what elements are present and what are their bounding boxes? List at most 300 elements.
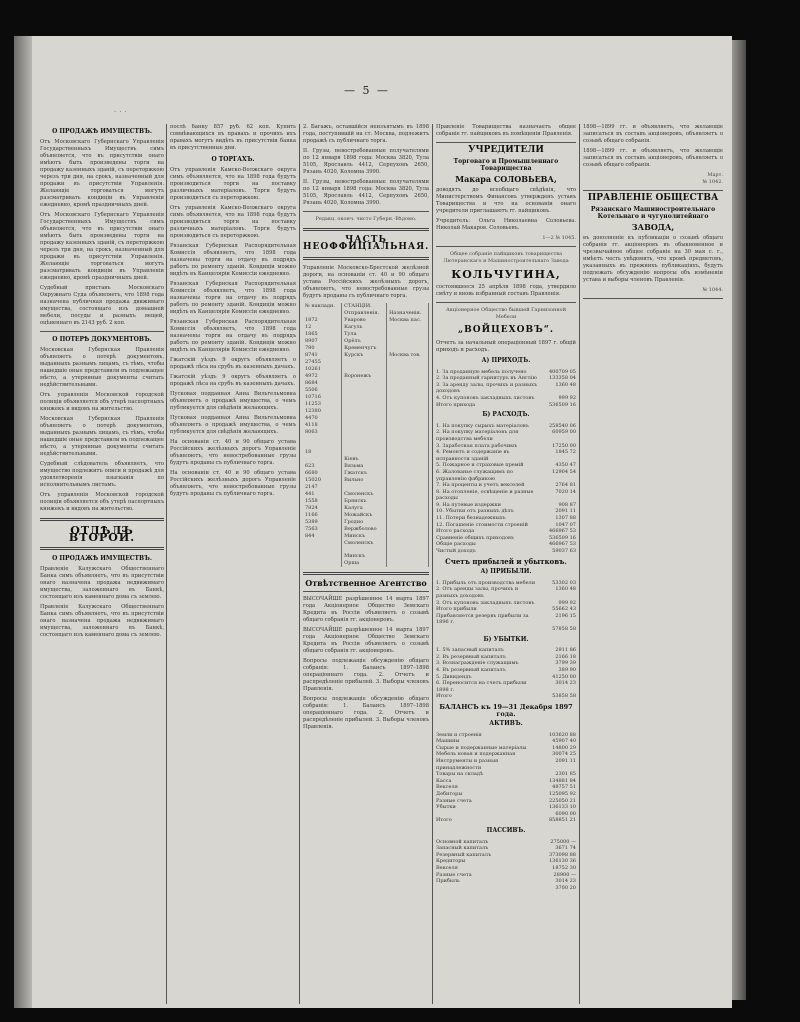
waybill-number: 4118 <box>303 422 342 429</box>
ledger-amount: 908 87 <box>558 501 576 508</box>
table-row <box>303 352 429 359</box>
origin-station: Орша <box>342 560 387 567</box>
origin-station: Воронежъ <box>342 373 387 380</box>
waybill-number: 2147 <box>303 484 342 491</box>
ledger-amount: 2091 11 <box>555 508 576 515</box>
ledger-amount: 3799 39 <box>555 660 576 667</box>
ledger-item: Инструменты и разныя принадлежности <box>436 758 499 771</box>
table-header: № накладн. <box>303 303 342 310</box>
ledger-item: Товары на складѣ <box>436 771 483 778</box>
divider <box>583 190 723 191</box>
destination-station <box>387 359 429 366</box>
notice-sign: Март. <box>707 172 723 178</box>
heading-sale-of-property: О ПРОДАЖѢ ИМУЩЕСТВЪ. <box>52 555 152 562</box>
ledger-item: 4. Отъ купоновъ закладныхъ листовъ <box>436 394 535 401</box>
divider <box>303 257 429 260</box>
waybill-number: 11253 <box>303 401 342 408</box>
waybill-number: 18 <box>303 449 342 456</box>
waybill-number: 8741 <box>303 352 342 359</box>
ledger-amount: 18752 30 <box>552 864 576 871</box>
waybill-number: 8684 <box>303 380 342 387</box>
ledger-heading: А) ПРИБЫЛИ. <box>480 568 532 576</box>
table-row <box>303 449 429 456</box>
ledger-row <box>436 449 576 462</box>
destination-station <box>387 491 429 498</box>
ledger-row <box>436 660 576 667</box>
waybill-number: 1166 <box>303 512 342 519</box>
ledger-amount: 53858 58 <box>552 693 576 700</box>
table-row <box>303 415 429 422</box>
ledger-amount: 1360 48 <box>555 381 576 388</box>
destination-station <box>387 373 429 380</box>
column-2 <box>170 124 296 1004</box>
ledger-item: Сравненіе общихъ приходовъ <box>436 534 514 541</box>
table-row <box>303 324 429 331</box>
origin-station: Вязьма <box>342 463 387 470</box>
column-3 <box>303 124 429 1004</box>
table-header <box>387 303 429 310</box>
destination-station <box>387 553 429 560</box>
destination-station <box>387 366 429 373</box>
table-row <box>303 470 429 477</box>
ledger-row <box>436 858 576 865</box>
ledger-item: Чистый доходъ <box>436 548 476 555</box>
ledger-amount: 2911 86 <box>555 647 576 654</box>
origin-station <box>342 415 387 422</box>
ledger-row <box>436 469 576 482</box>
ledger-row <box>436 613 576 626</box>
origin-station: Гжатскъ <box>342 470 387 477</box>
divider <box>303 211 429 212</box>
ledger-item: 3. Отъ купоновъ закладныхъ листовъ <box>436 599 535 606</box>
table-row <box>303 366 429 373</box>
origin-station: Смоленскъ <box>342 491 387 498</box>
waybill-number: 1865 <box>303 331 342 338</box>
origin-station: Курскъ <box>342 352 387 359</box>
table-row <box>303 359 429 366</box>
table-row <box>303 477 429 484</box>
destination-station: Москва пас. <box>387 317 429 324</box>
ledger-amount: 3700 20 <box>555 884 576 891</box>
table-row <box>303 380 429 387</box>
company-name: Торговаго и Промышленнаго Товарищества <box>453 158 559 172</box>
ledger-row <box>436 515 576 522</box>
notice-text: II. Грузы, невостребованные получателями по 12 января 1898 года: Москва 3820, Тула 5105, Ярославль 4412, Серпуховъ 2650, Рязань 4020, Коломна 3990. <box>303 148 429 175</box>
destination-station <box>387 394 429 401</box>
ledger-row <box>436 382 576 395</box>
table-row <box>303 387 429 394</box>
ledger-item: Итого <box>436 693 452 700</box>
destination-station <box>387 477 429 484</box>
ledger-row <box>436 429 576 442</box>
waybill-number: 623 <box>303 463 342 470</box>
ledger-heading: А) ПРИХОДЪ. <box>481 357 531 364</box>
ledger-amount: 3014 23 <box>555 878 576 885</box>
divider <box>40 518 164 521</box>
ledger-row <box>436 548 576 555</box>
notice-text: 2. Багажъ, оставшійся неизъятымъ въ 1898 года, поступившій на ст. Москва, подлежитъ продажѣ съ публичнаго торга. <box>303 124 429 144</box>
column-5 <box>583 124 723 1004</box>
destination-station <box>387 533 429 540</box>
ledger-row <box>436 885 576 892</box>
ledger-row <box>436 817 576 824</box>
notice-text: 1898—1899 гг. и объявляетъ, что желающіе записаться въ составъ акціонеровъ, объявляетъ о созывѣ общаго собранія. <box>583 148 723 168</box>
origin-station: Вильно <box>342 477 387 484</box>
notice-text: Московская Губернская Правленія объявляетъ о потерѣ документовъ, выданныхъ разнымъ лицамъ, съ тѣмъ, чтобы нашедшіе оные представили въ подлежащее мѣсто, а утерянные документы считать недѣйствительными. <box>40 416 164 457</box>
ledger-row <box>436 580 576 587</box>
column-4 <box>436 124 576 1004</box>
ledger-amount: 57858 58 <box>552 625 576 632</box>
column-rule <box>432 124 433 1004</box>
ledger-item: 8. На отопленіе, освѣщеніе и разные расходы <box>436 488 534 502</box>
origin-station: Кагуль <box>342 324 387 331</box>
column-rule <box>166 124 167 1004</box>
destination-station <box>387 456 429 463</box>
destination-station <box>387 519 429 526</box>
notice-text: Отъ управленія Московской городской полиціи объявляется объ утерѣ паспортныхъ книжекъ и видовъ на жительство. <box>40 392 164 412</box>
ledger-amount: 28900 — <box>553 871 576 878</box>
notice-text: Пусковая подданная Анна Вильгельмовна объявляетъ о продажѣ имущества, о чемъ публикуется для свѣдѣнія желающихъ. <box>170 391 296 411</box>
ledger-amount: 133358 04 <box>548 375 576 382</box>
notice-text: Отъ управленія Камско-Волжскаго округа симъ объявляется, что на 1898 года будутъ производиться торги на поставку различныхъ матеріаловъ. Торги будутъ производиться съ переторжкою. <box>170 167 296 201</box>
editorial-note: Редакц. оконч. чисто Губерн.-Вѣдомо. <box>315 216 417 222</box>
notice-text: Вопросы подлежащіе обсужденію общаго собранія: 1. Балансъ 1897–1898 операціоннаго года. 2. Отчетъ и распредѣленіе прибылей. 3. Выборы членовъ Правленія. <box>303 695 429 730</box>
notice-ref: № 1044. <box>702 287 723 293</box>
notice-text: Вопросы подлежащіе обсужденію общаго собранія: 1. Балансъ 1897–1898 операціоннаго года. 2. Отчетъ и распредѣленіе прибылей. 3. Выборы членовъ Правленія. <box>303 657 429 692</box>
ledger-amount: 4350 47 <box>555 462 576 469</box>
ledger-item: 3. Вознагражденіе служащимъ <box>436 660 519 667</box>
ledger-amount: 45907 40 <box>552 738 576 745</box>
heading-lost-documents: О ПОТЕРѢ ДОКУМЕНТОВЪ. <box>52 336 152 343</box>
table-row <box>303 484 429 491</box>
company-title: ЗАВОДА, <box>631 222 675 232</box>
ledger-row <box>436 680 576 693</box>
ledger-amount: 858851 21 <box>548 817 576 824</box>
table-row <box>303 456 429 463</box>
ledger-item: Прибыль <box>436 878 460 885</box>
origin-station <box>342 429 387 436</box>
ledger-amount: 999 92 <box>558 394 576 401</box>
destination-station <box>387 498 429 505</box>
ledger-amount: 2196 15 <box>555 612 576 619</box>
ledger-amount: 258540 06 <box>548 422 576 429</box>
ledger-row <box>436 845 576 852</box>
notice-text: Рязанская Губернская Распорядительная Комиссія объявляетъ, что 1898 года назначены торги на отдачу въ подрядъ работъ по ремонту зданій. Кондиціи можно видѣть въ Канцеляріи Комиссіи ежедневно. <box>170 281 296 315</box>
ledger-row <box>436 626 576 633</box>
ledger-amount: 225050 21 <box>548 797 576 804</box>
destination-station <box>387 401 429 408</box>
ledger-amount: 134881 84 <box>548 777 576 784</box>
table-row <box>303 505 429 512</box>
ledger-row <box>436 375 576 382</box>
waybill-number: 10261 <box>303 366 342 373</box>
waybill-number: 1558 <box>303 498 342 505</box>
table-row <box>303 519 429 526</box>
ledger-item: 2. Отъ аренды залы, прочихъ и разныхъ доходовъ <box>436 586 519 599</box>
station-table <box>303 303 429 567</box>
ledger-item: Итого прибыли <box>436 606 477 613</box>
divider <box>40 547 164 550</box>
page-edge <box>732 40 746 1000</box>
waybill-number: 4972 <box>303 373 342 380</box>
founders-title: УЧРЕДИТЕЛИ <box>468 145 544 155</box>
table-row <box>303 463 429 470</box>
ledger-row <box>436 482 576 489</box>
ledger-row <box>436 528 576 535</box>
table-row <box>303 331 429 338</box>
ledger-row <box>436 667 576 674</box>
ledger-amount: 536509 16 <box>548 401 576 408</box>
ledger-item: 1. На покупку сырыхъ матеріаловъ <box>436 422 529 429</box>
ledger-item: 1. За проданную мебель получено <box>436 368 527 375</box>
origin-station: Уварово <box>342 317 387 324</box>
table-row <box>303 429 429 436</box>
company-title: КОЛЬЧУГИНА, <box>451 268 561 281</box>
ledger-item: 6. Жалованье служащимъ по управленію фабрикою <box>436 468 514 482</box>
ledger-row <box>436 771 576 778</box>
notice-text: Рязанская Губернская Распорядительная Комиссія объявляетъ, что 1898 года назначены торги на отдачу въ подрядъ работъ по ремонту зданій. Кондиціи можно видѣть въ Канцеляріи Комиссіи ежедневно. <box>170 243 296 277</box>
origin-station: Можайскъ <box>342 512 387 519</box>
ledger-amount: 2301 85 <box>555 771 576 778</box>
ledger-amount: 275000 — <box>550 838 576 845</box>
board-title: ПРАВЛЕНІЕ ОБЩЕСТВА <box>587 193 719 203</box>
destination-station <box>387 484 429 491</box>
ledger-item: Касса <box>436 777 452 784</box>
ledger-row <box>436 541 576 548</box>
origin-station <box>342 484 387 491</box>
ledger-row <box>436 586 576 599</box>
origin-station: Минскъ <box>342 553 387 560</box>
origin-station: Минскъ <box>342 533 387 540</box>
origin-station <box>342 387 387 394</box>
notice-text: ВЫСОЧАЙШЕ разрѣшенное 14 марта 1897 года Акціонерное Общество Земскаго Кредита въ Россіи объявляетъ о созывѣ общаго собранія гг. акціонеровъ. <box>303 626 429 654</box>
notice-text: Пусковая подданная Анна Вильгельмовна объявляетъ о продажѣ имущества, о чемъ публикуется для свѣдѣнія желающихъ. <box>170 415 296 435</box>
ledger-row <box>436 423 576 430</box>
ledger-amount: 389 90 <box>558 666 576 673</box>
ledger-item: 5. Пожарное и страховые премій <box>436 462 524 469</box>
ledger-amount: 1047 07 <box>555 521 576 528</box>
ledger-amount: 3014 23 <box>555 680 576 687</box>
destination-station <box>387 331 429 338</box>
ledger-amount: 103620 88 <box>548 731 576 738</box>
divider <box>436 142 576 143</box>
ledger-amount: 2166 18 <box>555 653 576 660</box>
notice-text: Отъ управленія Московской городской полиціи объявляется объ утерѣ паспортныхъ книжекъ и видовъ на жительство. <box>40 492 164 512</box>
waybill-number: 8063 <box>303 429 342 436</box>
table-row <box>303 491 429 498</box>
destination-station <box>387 560 429 567</box>
ledger-row <box>436 732 576 739</box>
origin-station: Калуга <box>342 505 387 512</box>
notice-text: На основаніи ст. 40 и 90 общаго устава Россійскихъ желѣзныхъ дорогъ Управленіе объявляетъ, что невостребованные грузы будутъ проданы съ публичнаго торга. <box>170 470 296 497</box>
divider <box>303 228 429 231</box>
ledger-item: 7. На проценты и учетъ векселей <box>436 482 525 489</box>
company-subtitle: Акціонерное Общество бывшей Гарнизонной Мебели <box>445 307 567 320</box>
origin-station <box>342 422 387 429</box>
waybill-number: 4470 <box>303 415 342 422</box>
ledger-row <box>436 865 576 872</box>
destination-station <box>387 470 429 477</box>
origin-station <box>342 366 387 373</box>
divider <box>436 302 576 303</box>
ledger-item: Итого прихода <box>436 401 476 408</box>
table-row <box>303 310 429 317</box>
ledger-item: Запасный капиталъ <box>436 845 489 852</box>
origin-station: Тула <box>342 331 387 338</box>
ledger-row <box>436 693 576 700</box>
table-row <box>303 303 429 310</box>
ledger-item: 2. На покупку матеріаловъ для производства мебели <box>436 429 519 442</box>
ledger-amount: 14800 29 <box>552 744 576 751</box>
waybill-number: 1872 <box>303 317 342 324</box>
ledger-amount: 48757 51 <box>552 784 576 791</box>
ledger-amount: 12904 54 <box>552 468 576 475</box>
notice-text: въ дополненіе къ публикаціи о созывѣ общаго собранія гг. акціонеровъ въ обыкновенное и чрезвычайное общее собраніе на 30 мая с. г., имѣетъ честь увѣдомить, что кромѣ предметовъ, указанныхъ въ прежнихъ публикаціяхъ, будутъ подлежать обсужденію вопросы объ измѣненіи устава и выборы членовъ Правленія. <box>583 235 723 283</box>
table-row <box>303 498 429 505</box>
notice-text: Московская Губернская Правленія объявляетъ о потерѣ документовъ, выданныхъ разнымъ лицамъ, съ тѣмъ, чтобы нашедшіе оные представили въ подлежащее мѣсто, а утерянные документы считать недѣйствительными. <box>40 347 164 388</box>
waybill-number: 27455 <box>303 359 342 366</box>
table-row <box>303 422 429 429</box>
ledger-amount: 1307 88 <box>555 515 576 522</box>
ledger-amount: 60959 00 <box>552 429 576 436</box>
ledger-item: Векселя <box>436 864 458 871</box>
table-row <box>303 401 429 408</box>
ledger-row <box>436 522 576 529</box>
notice-text: Управленіе Московско-Брестской желѣзной дороги, на основаніи ст. 40 и 90 общаго устава Россійскихъ желѣзныхъ дорогъ, объявляетъ, что невостребованные грузы будутъ проданы съ публичнаго торга. <box>303 265 429 299</box>
destination-station <box>387 345 429 352</box>
company-title: „ВОЙЦЕХОВЪ“. <box>457 325 555 335</box>
destination-station <box>387 429 429 436</box>
page-header-note: ... <box>114 106 130 114</box>
ledger-item: 10. Убытки отъ разныхъ дѣлъ <box>436 508 514 515</box>
destination-station <box>387 415 429 422</box>
ledger-amount: 59037 63 <box>552 548 576 555</box>
ledger-item: Прибавляется резервъ прибыли за 1896 г. <box>436 612 529 626</box>
ledger-item: Мебель новая и подержанная <box>436 751 516 758</box>
table-header: СТАНЦІИ. <box>342 303 387 310</box>
column-rule <box>579 124 580 1004</box>
notice-text: послѣ банку 857 руб. 62 коп. Купить сомнѣвающихся въ правахъ и прочихъ ихъ правахъ могутъ видѣть въ присутствіи банка въ присутственные дни. <box>170 124 296 151</box>
destination-station <box>387 540 429 547</box>
destination-station <box>387 512 429 519</box>
ledger-item: Разные счета <box>436 871 472 878</box>
origin-station <box>342 408 387 415</box>
ledger-row <box>436 798 576 805</box>
destination-station <box>387 422 429 429</box>
origin-station <box>342 449 387 456</box>
ledger-row <box>436 738 576 745</box>
table-row <box>303 533 429 540</box>
section-title: ОТДѢЛЪ ВТОРОЙ. <box>68 524 136 544</box>
ledger-amount: 1360 48 <box>555 586 576 593</box>
ledger-row <box>436 647 576 654</box>
table-row <box>303 540 429 547</box>
ledger-row <box>436 758 576 771</box>
agency-title: Отвѣтственное Агентство <box>305 577 427 588</box>
waybill-number: 8907 <box>303 338 342 345</box>
table-row <box>303 512 429 519</box>
notice-text: Отъ управленія Камско-Волжскаго округа симъ объявляется, что на 1898 года будутъ производиться торги на поставку различныхъ матеріаловъ. Торги будутъ производиться съ переторжкою. <box>170 205 296 239</box>
ledger-amount: 999 92 <box>558 599 576 606</box>
table-row <box>303 526 429 533</box>
notice-text: 1898—1899 гг. и объявляетъ, что желающіе записаться въ составъ акціонеровъ, объявляетъ о созывѣ общаго собранія. <box>583 124 723 144</box>
table-row <box>303 394 429 401</box>
ledger-row <box>436 791 576 798</box>
ledger-amount: 41250 00 <box>552 673 576 680</box>
notice-text: Судебный слѣдователь объявляетъ, что имущество подлежитъ описи и продажѣ для удовлетворенія взысканія по исполнительнымъ листамъ. <box>40 461 164 488</box>
divider <box>303 572 429 575</box>
waybill-number: 844 <box>303 533 342 540</box>
table-row <box>303 338 429 345</box>
ledger-row <box>436 804 576 811</box>
ledger-item: 6. Переносится на счетъ прибыли 1898 г. <box>436 680 527 693</box>
balance-title: БАЛАНСЪ къ 19—31 Декабря 1897 года. <box>439 702 573 718</box>
origin-station: Орёлъ <box>342 338 387 345</box>
ledger-item: Общіе расходы <box>436 541 476 548</box>
ledger-amount: 400709 05 <box>548 368 576 375</box>
origin-station <box>342 380 387 387</box>
ledger-amount: 2764 81 <box>555 482 576 489</box>
waybill-number: 10716 <box>303 394 342 401</box>
table-row <box>303 373 429 380</box>
notice-text: Правленіе Калужскаго Общественнаго Банка симъ объявляетъ, что въ присутствіи онаго назначена продажа недвижимаго имущества, заложеннаго въ Банкѣ, состоящаго изъ каменнаго дома съ землею. <box>40 604 164 638</box>
newspaper-page <box>14 36 732 1008</box>
ledger-item: Земли и строенія <box>436 731 482 738</box>
ledger-row <box>436 443 576 450</box>
table-header <box>303 310 342 317</box>
destination-station <box>387 408 429 415</box>
origin-station: Брянскъ <box>342 498 387 505</box>
ledger-amount: 2091 11 <box>555 758 576 765</box>
company-owner: Макара СОЛОВЬЕВА, <box>455 174 557 184</box>
ledger-row <box>436 654 576 661</box>
ledger-amount: 536509 16 <box>548 534 576 541</box>
binding-gutter <box>14 36 32 1008</box>
ledger-heading: Б) РАСХОДЪ. <box>482 411 530 419</box>
ledger-item: Убытки <box>436 804 456 811</box>
origin-station: Кременчугъ <box>342 345 387 352</box>
waybill-number <box>303 553 342 560</box>
ledger-item: Сырые и подержанные матеріалы <box>436 744 527 751</box>
origin-station <box>342 394 387 401</box>
waybill-number: 5506 <box>303 387 342 394</box>
divider <box>40 331 164 332</box>
ledger-item: Итого расхода <box>436 528 475 535</box>
waybill-number: 6680 <box>303 470 342 477</box>
waybill-number: 5389 <box>303 519 342 526</box>
destination-station <box>387 338 429 345</box>
ledger-amount: 136130 36 <box>548 858 576 865</box>
ledger-row <box>436 878 576 885</box>
ledger-amount: 466967 53 <box>548 541 576 548</box>
ledger-amount: 125095 92 <box>548 791 576 798</box>
waybill-number: 441 <box>303 491 342 498</box>
ledger-row <box>436 606 576 613</box>
origin-station: Гродно <box>342 519 387 526</box>
ledger-row <box>436 395 576 402</box>
waybill-number <box>303 456 342 463</box>
ledger-row <box>436 369 576 376</box>
pnl-title: Счетъ прибылей и убытковъ. <box>445 556 567 566</box>
notice-text: На основаніи ст. 40 и 90 общаго устава Россійскихъ желѣзныхъ дорогъ Управленіе объявляетъ, что невостребованные грузы будутъ проданы съ публичнаго торга. <box>170 439 296 466</box>
section-title-unofficial: ЧАСТЬ НЕОФФИЦІАЛЬНАЯ. <box>303 235 429 252</box>
waybill-number <box>303 560 342 567</box>
destination-station <box>387 449 429 456</box>
ledger <box>436 358 576 891</box>
ledger-row <box>436 751 576 758</box>
ledger-amount: 3671 74 <box>555 845 576 852</box>
ledger-item: Машины <box>436 738 460 745</box>
